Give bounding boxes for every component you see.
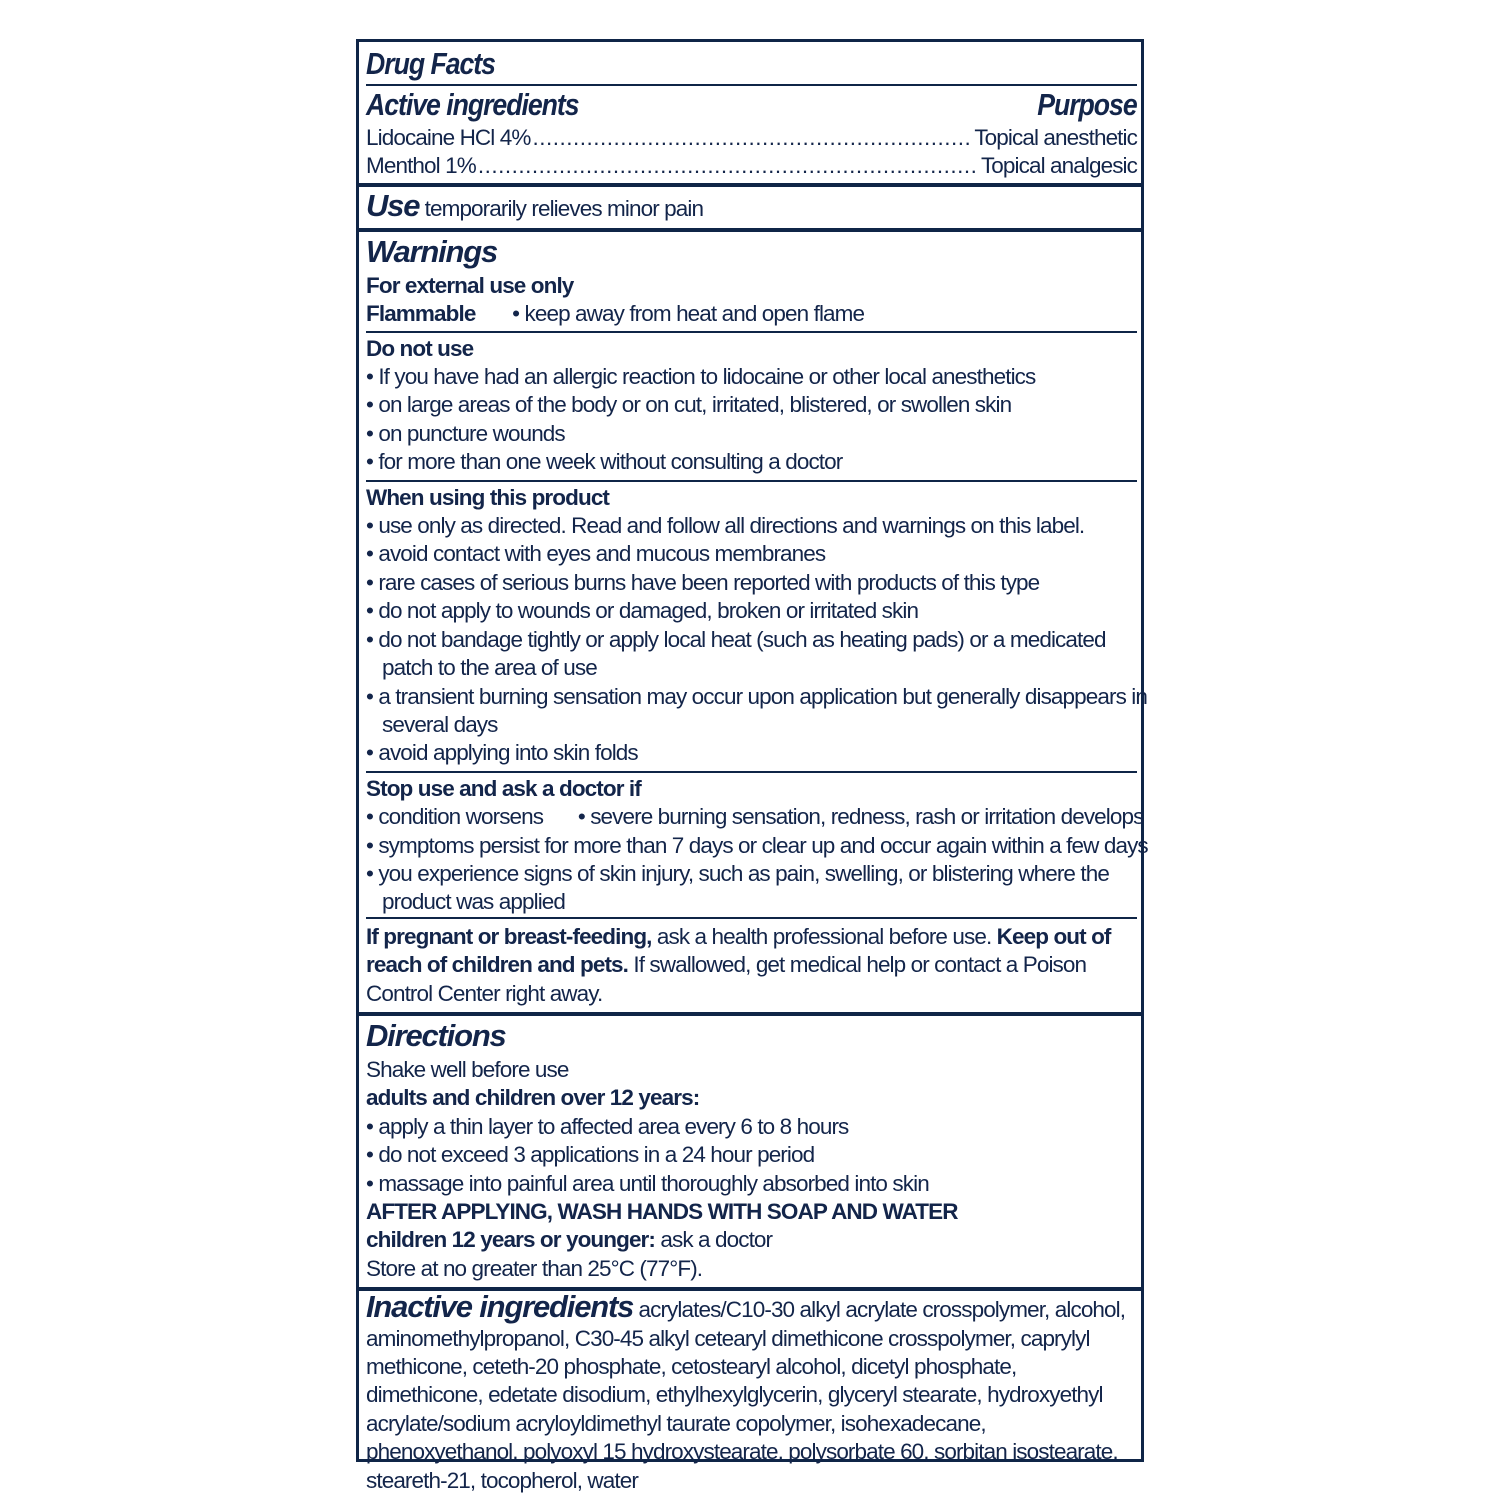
adults-heading: adults and children over 12 years: [366, 1085, 700, 1111]
leader-dots [478, 152, 979, 180]
list-item: • for more than one week without consulting a doctor [366, 449, 843, 475]
list-item: • on puncture wounds [366, 420, 565, 446]
list-item: • severe burning sensation, redness, rash or irritation develops [577, 804, 1144, 830]
ingredient-row [366, 152, 1137, 182]
list-item: • do not exceed 3 applications in a 24 hour period [366, 1142, 815, 1168]
children-label: children 12 years or younger: [366, 1227, 656, 1253]
flammable-line [366, 300, 1135, 330]
list-item: • apply a thin layer to affected area every 6 to 8 hours [366, 1113, 849, 1139]
ingredient-purpose: Topical analgesic [980, 153, 1137, 179]
do-not-use-heading: Do not use [366, 335, 474, 361]
list-item: • do not bandage tightly or apply local heat (such as heating pads) or a medicated patch to the area of use [366, 626, 1106, 681]
active-ingredients-heading: Active ingredients [366, 87, 579, 122]
ingredient-name: Lidocaine HCl 4% [366, 125, 531, 150]
list-item: • do not apply to wounds or damaged, broken or irritated skin [366, 598, 919, 624]
warnings-section [359, 228, 1141, 331]
shake-text: Shake well before use [366, 1056, 569, 1082]
use-heading: Use [366, 187, 420, 223]
use-text: temporarily relieves minor pain [424, 195, 704, 221]
active-ingredients-header [366, 86, 1137, 124]
directions-heading: Directions [366, 1017, 506, 1053]
directions-section [359, 1012, 1141, 1287]
pregnant-bold: If pregnant or breast-feeding, [366, 923, 652, 949]
pregnancy-section [366, 917, 1137, 1012]
list-item: • rare cases of serious burns have been reported with products of this type [366, 569, 1040, 595]
list-item: • you experience signs of skin injury, such as pain, swelling, or blistering where the product was applied [366, 860, 1109, 915]
children-line [366, 1226, 1135, 1254]
stop-use-row [366, 803, 1144, 831]
panel-title-text: Drug Facts [366, 46, 495, 81]
when-using-section [366, 480, 1148, 771]
inactive-ingredients-text [366, 1289, 1134, 1495]
use-line [366, 189, 1135, 226]
leader-dots [532, 124, 972, 152]
stop-use-section [366, 771, 1148, 917]
list-item: • If you have had an allergic reaction to lidocaine or other local anesthetics [366, 364, 1036, 390]
list-item: • symptoms persist for more than 7 days or clear up and occur again within a few days [366, 832, 1148, 858]
flammable-label: Flammable [366, 301, 476, 327]
after-applying-text: AFTER APPLYING, WASH HANDS WITH SOAP AND WATER [366, 1199, 958, 1224]
do-not-use-section [366, 331, 1137, 480]
inactive-ingredients-section [359, 1287, 1141, 1495]
pregnancy-text [366, 923, 1144, 1008]
inactive-heading: Inactive ingredients [366, 1289, 634, 1325]
purpose-heading: Purpose [1037, 87, 1137, 122]
external-use-only: For external use only [366, 272, 574, 298]
list-item: • avoid applying into skin folds [366, 740, 638, 766]
ingredient-row [366, 124, 1137, 152]
inactive-list: acrylates/C10-30 alkyl acrylate crosspolymer, alcohol, aminomethylpropanol, C30-45 alkyl cetearyl dimethicone crosspolymer, caprylyl methicone, ceteth-20 phosphate, cetostearyl alcohol, dicetyl phosphate, dimethicone, edetate disodium, ethylhexylglycerin, glyceryl stearate, hydroxyethyl acrylate/sodium acryloyldimethyl taurate copolymer, isohexadecane, phenoxyethanol, polyoxyl 15 hydroxystearate, polysorbate 60, sorbitan isostearate, steareth-21, tocopherol, water [366, 1297, 1126, 1493]
list-item: • massage into painful area until thoroughly absorbed into skin [366, 1170, 929, 1196]
list-item: • use only as directed. Read and follow all directions and warnings on this label. [366, 513, 1085, 539]
pregnant-text: ask a health professional before use. [651, 923, 997, 949]
list-item: • a transient burning sensation may occur upon application but generally disappears in several days [366, 683, 1148, 737]
keep-out-bold: Keep out of reach of children and pets. [366, 923, 1111, 978]
flammable-text: • keep away from heat and open flame [512, 301, 865, 327]
title-section [359, 42, 1141, 84]
panel-title [366, 42, 1135, 84]
stop-use-heading: Stop use and ask a doctor if [366, 775, 641, 801]
drug-facts-panel [356, 39, 1148, 1493]
use-section [359, 183, 1141, 228]
list-item: • condition worsens [366, 804, 544, 830]
active-ingredients-section [366, 84, 1137, 183]
list-item: • avoid contact with eyes and mucous membranes [366, 541, 826, 567]
swallowed-text: If swallowed, get medical help or contact a Poison Control Center right away. [366, 952, 1087, 1006]
when-using-heading: When using this product [366, 484, 610, 510]
children-text: ask a doctor [655, 1227, 773, 1253]
ingredient-name: Menthol 1% [366, 153, 476, 179]
store-text: Store at no greater than 25°C (77°F). [366, 1255, 703, 1281]
warnings-heading: Warnings [366, 233, 498, 269]
ingredient-purpose: Topical anesthetic [974, 125, 1137, 150]
list-item: • on large areas of the body or on cut, irritated, blistered, or swollen skin [366, 392, 1012, 418]
